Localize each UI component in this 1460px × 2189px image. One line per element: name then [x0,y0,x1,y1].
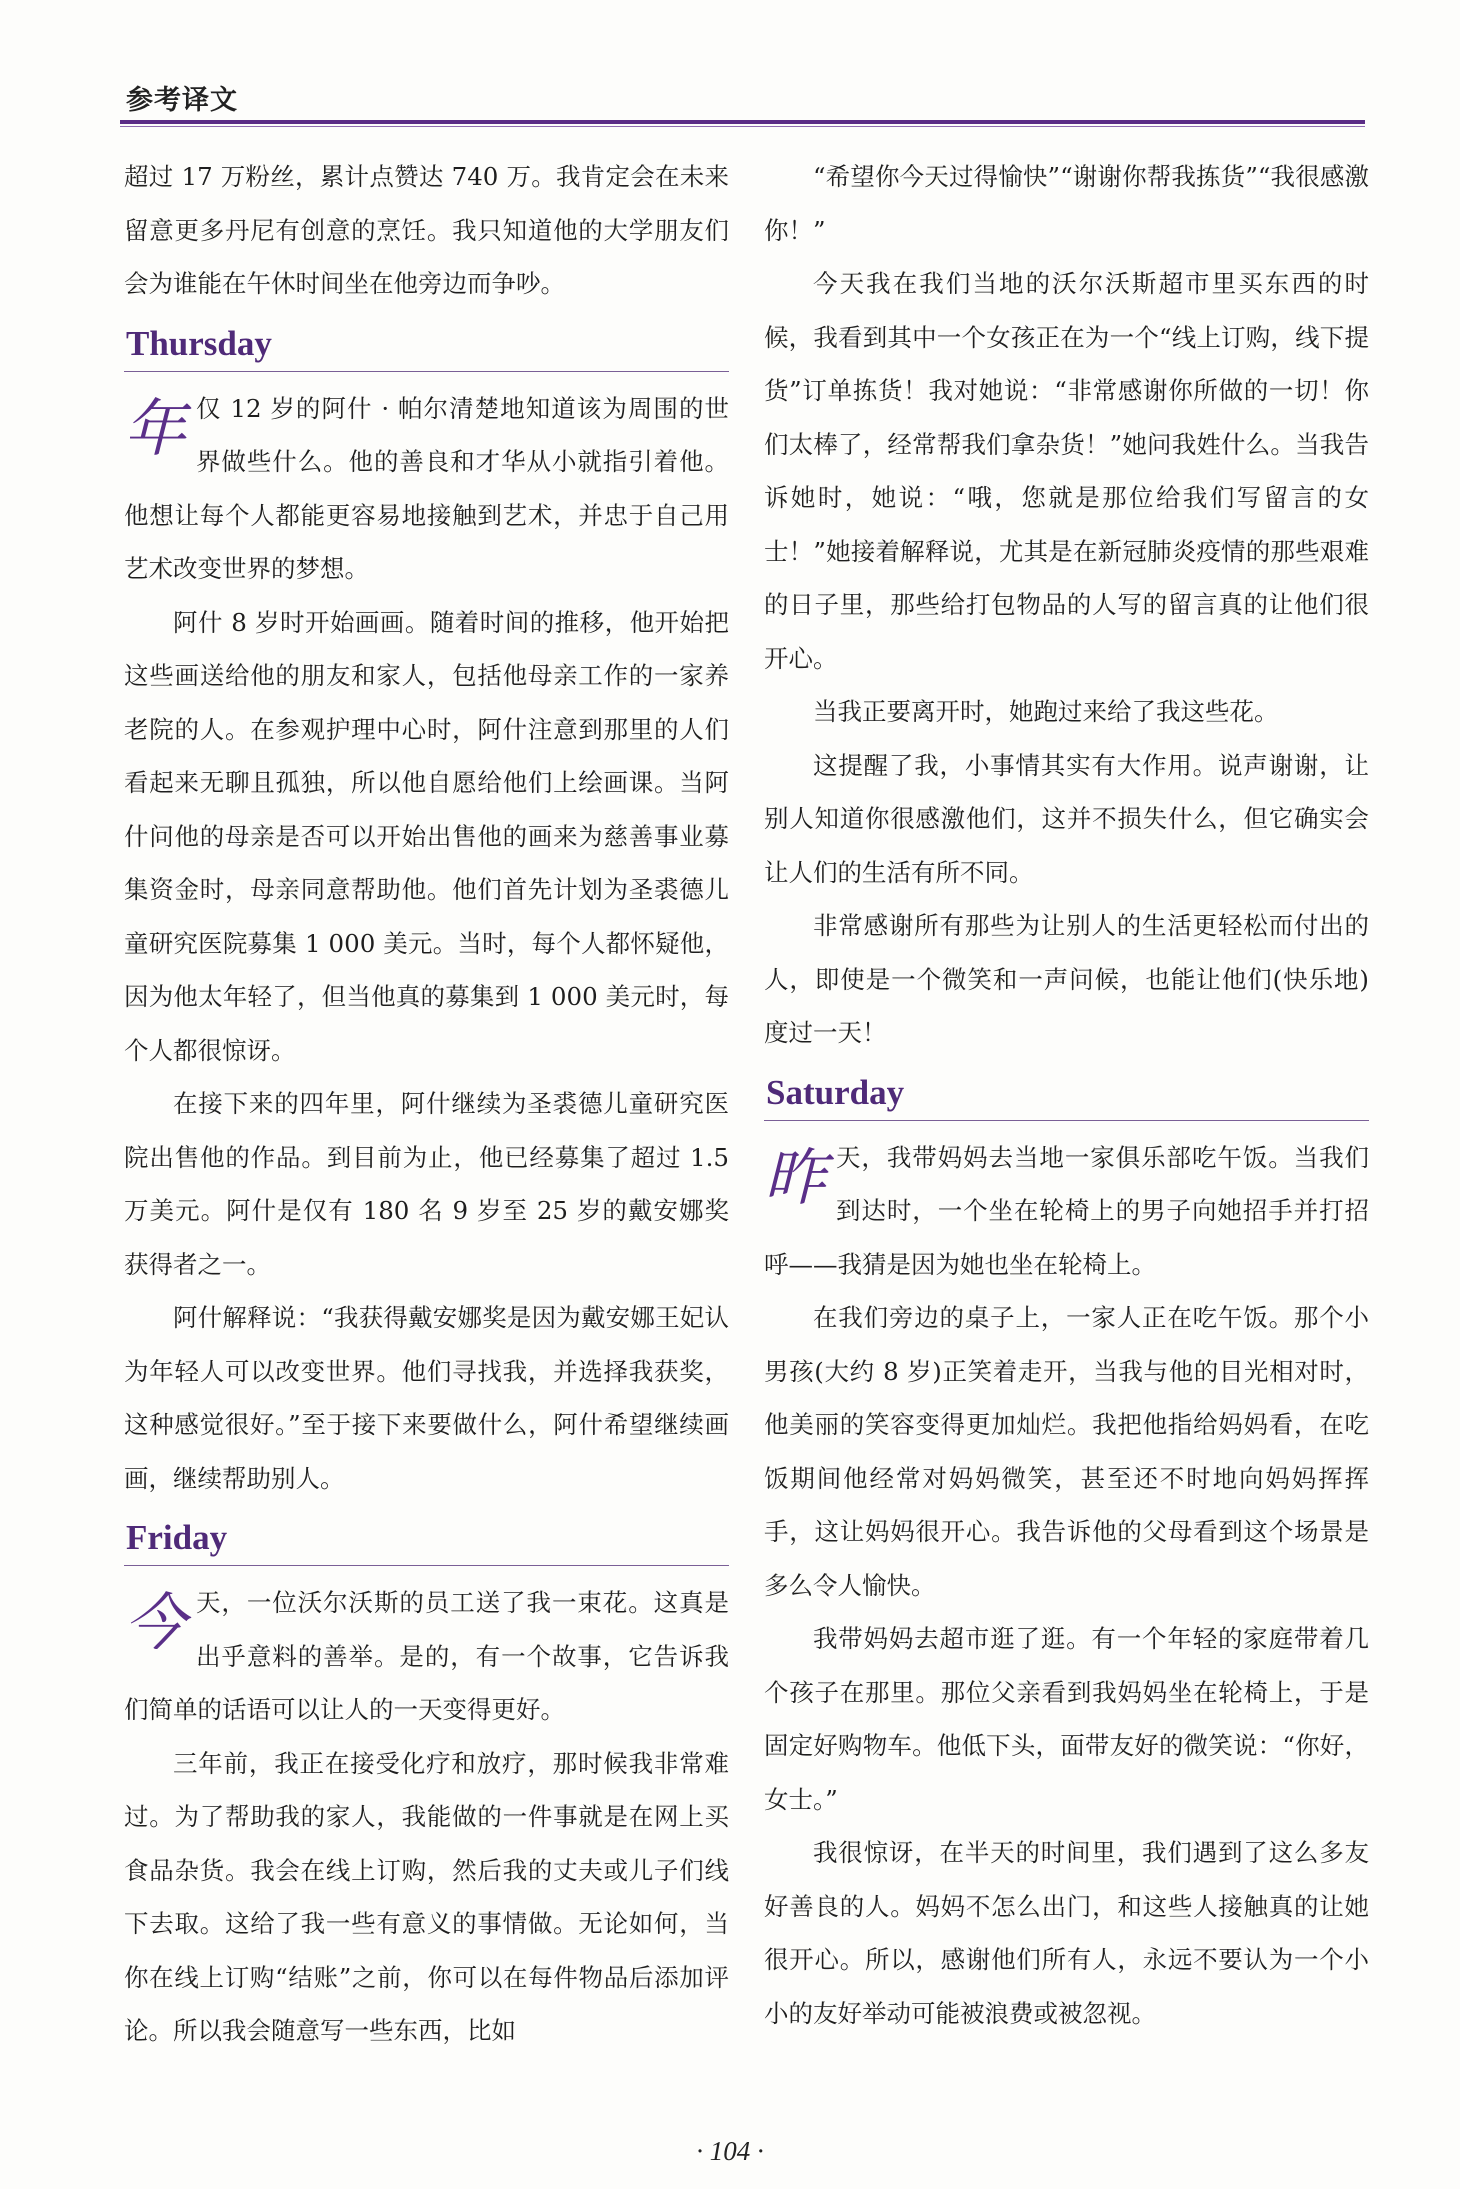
friday-paragraph-1: 今天，一位沃尔沃斯的员工送了我一束花。这真是出乎意料的善举。是的，有一个故事，它告诉我们简单的话语可以让人的一天变得更好。 [124,1576,729,1737]
thursday-paragraph-4: 阿什解释说：“我获得戴安娜奖是因为戴安娜王妃认为年轻人可以改变世界。他们寻找我，并选择我获奖，这种感觉很好。”至于接下来要做什么，阿什希望继续画画，继续帮助别人。 [124,1303,729,1493]
dropcap-saturday: 昨 [764,1140,827,1214]
header-rule [120,120,1365,124]
saturday-paragraph-3: 我带妈妈去超市逛了逛。有一个年轻的家庭带着几个孩子在那里。那位父亲看到我妈妈坐在轮椅上，于是固定好购物车。他低下头，面带友好的微笑说：“你好，女士。” [764,1624,1369,1814]
section-heading-thursday: Thursday [124,319,729,372]
header-rule-thin [120,126,1365,127]
page-header-title: 参考译文 [126,85,238,116]
section-heading-saturday: Saturday [764,1068,1369,1121]
friday-cont-paragraph-4: 这提醒了我，小事情其实有大作用。说声谢谢，让别人知道你很感激他们，这并不损失什么，但它确实会让人们的生活有所不同。 [764,750,1369,887]
saturday-paragraph-1: 昨天，我带妈妈去当地一家俱乐部吃午饭。当我们到达时，一个坐在轮椅上的男子向她招手并打招呼——我猜是因为她也坐在轮椅上。 [764,1131,1369,1292]
friday-paragraph-2: 三年前，我正在接受化疗和放疗，那时候我非常难过。为了帮助我的家人，我能做的一件事就是在网上买食品杂货。我会在线上订购，然后我的丈夫或儿子们线下去取。这给了我一些有意义的事情做。无论如何，当你在线上订购“结账”之前，你可以在每件物品后添加评论。所以我会随意写一些东西，比如 [124,1748,729,2045]
dropcap-friday: 今 [124,1586,187,1659]
section-heading-friday: Friday [124,1513,729,1566]
friday-cont-paragraph-2: 今天我在我们当地的沃尔沃斯超市里买东西的时候，我看到其中一个女孩正在为一个“线上订购，线下提货”订单拣货！我对她说：“非常感谢你所做的一切！你们太棒了，经常帮我们拿杂货！”她问我姓什么。当我告诉她时，她说：“哦，您就是那位给我们写留言的女士！”她接着解释说，尤其是在新冠肺炎疫情的那些艰难的日子里，那些给打包物品的人写的留言真的让他们很开心。 [764,269,1369,673]
saturday-paragraph-4: 我很惊讶，在半天的时间里，我们遇到了这么多友好善良的人。妈妈不怎么出门，和这些人接触真的让她很开心。所以，感谢他们所有人，永远不要认为一个小小的友好举动可能被浪费或被忽视。 [764,1838,1369,2028]
thursday-paragraph-3: 在接下来的四年里，阿什继续为圣裘德儿童研究医院出售他的作品。到目前为止，他已经募集了超过 1.5 万美元。阿什是仅有 180 名 9 岁至 25 岁的戴安娜奖获得者之一。 [124,1089,729,1279]
left-column [124,150,729,2058]
thursday-paragraph-2: 阿什 8 岁时开始画画。随着时间的推移，他开始把这些画送给他的朋友和家人，包括他母亲工作的一家养老院的人。在参观护理中心时，阿什注意到那里的人们看起来无聊且孤独，所以他自愿给他们上绘画课。当阿什问他的母亲是否可以开始出售他的画来为慈善事业募集资金时，母亲同意帮助他。他们首先计划为圣裘德儿童研究医院募集 1 000 美元。当时，每个人都怀疑他，因为他太年轻了，但当他真的募集到 1 000 美元时，每个人都很惊讶。 [124,607,729,1065]
friday-cont-paragraph-1: “希望你今天过得愉快”“谢谢你帮我拣货”“我很感激你！” [764,162,1369,245]
page-number: · 104 · [696,2136,764,2166]
intro-paragraph: 超过 17 万粉丝，累计点赞达 740 万。我肯定会在未来留意更多丹尼有创意的烹饪。我只知道他的大学朋友们会为谁能在午休时间坐在他旁边而争吵。 [124,162,729,298]
thursday-paragraph-1: 年仅 12 岁的阿什 · 帕尔清楚地知道该为周围的世界做些什么。他的善良和才华从小就指引着他。他想让每个人都能更容易地接触到艺术，并忠于自己用艺术改变世界的梦想。 [124,382,729,596]
dropcap-thursday: 年 [124,391,187,465]
friday-cont-paragraph-3: 当我正要离开时，她跑过来给了我这些花。 [813,697,1279,726]
saturday-paragraph-2: 在我们旁边的桌子上，一家人正在吃午饭。那个小男孩(大约 8 岁)正笑着走开，当我与他的目光相对时，他美丽的笑容变得更加灿烂。我把他指给妈妈看，在吃饭期间他经常对妈妈微笑，甚至还不时地向妈妈挥挥手，这让妈妈很开心。我告诉他的父母看到这个场景是多么令人愉快。 [764,1303,1369,1600]
right-column [764,150,1369,2040]
friday-cont-paragraph-5: 非常感谢所有那些为让别人的生活更轻松而付出的人，即使是一个微笑和一声问候，也能让他们(快乐地)度过一天！ [764,911,1369,1047]
